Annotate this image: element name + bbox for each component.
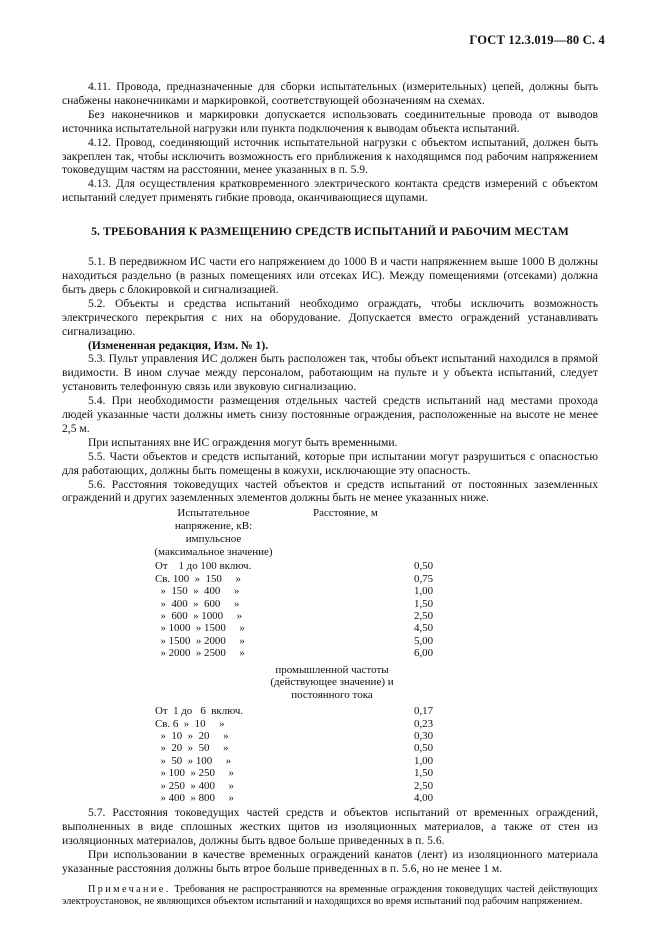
table-row bbox=[62, 560, 598, 572]
table-row bbox=[62, 705, 598, 717]
table-row bbox=[62, 730, 598, 742]
voltage-range: » 400 » 800 » bbox=[155, 792, 234, 805]
table-row bbox=[62, 755, 598, 767]
distance-value: 0,75 bbox=[414, 572, 434, 585]
note-label: Примечание. bbox=[88, 883, 171, 895]
distance-value: 5,00 bbox=[414, 634, 434, 647]
voltage-range: » 100 » 250 » bbox=[155, 767, 234, 780]
voltage-range: » 1500 » 2000 » bbox=[155, 634, 245, 647]
voltage-range: Св. 100 » 150 » bbox=[155, 572, 241, 585]
distance-value: 1,00 bbox=[414, 585, 434, 598]
distance-value: 0,17 bbox=[414, 705, 434, 718]
distance-value: 2,50 bbox=[414, 779, 434, 792]
table-row bbox=[62, 598, 598, 610]
paragraph: При использовании в качестве временных ограждений канатов (лент) из изоляционного материала указанные расстояния должны быть втрое больше приведенных в п. 5.6, но не менее 1 м. bbox=[62, 848, 598, 876]
page-header: ГОСТ 12.3.019—80 С. 4 bbox=[469, 33, 605, 47]
voltage-range: » 10 » 20 » bbox=[155, 730, 229, 743]
paragraph: 5.5. Части объектов и средств испытаний, которые при испытании могут разрушиться с опасностью для работающих, должны быть помещены в кожухи, исключающие эту опасность. bbox=[62, 449, 598, 477]
distance-value: 2,50 bbox=[414, 609, 434, 622]
distance-value: 6,00 bbox=[414, 647, 434, 660]
note bbox=[62, 884, 598, 908]
voltage-range: » 150 » 400 » bbox=[155, 585, 240, 598]
distance-value: 1,50 bbox=[414, 597, 434, 610]
voltage-range: » 600 » 1000 » bbox=[155, 609, 243, 622]
voltage-range: Св. 6 » 10 » bbox=[155, 717, 225, 730]
distance-value: 0,23 bbox=[414, 717, 434, 730]
document-body bbox=[62, 80, 598, 908]
header-distance: Расстояние, м bbox=[313, 507, 378, 520]
frequency-rows bbox=[62, 705, 598, 804]
section-title: 5. ТРЕБОВАНИЯ К РАЗМЕЩЕНИЮ СРЕДСТВ ИСПЫТАНИЙ И РАБОЧИМ МЕСТАМ bbox=[91, 225, 569, 239]
table-row bbox=[62, 585, 598, 597]
table-row bbox=[62, 635, 598, 647]
paragraph: 4.12. Провод, соединяющий источник испытательной нагрузки с объектом испытаний, должен быть закреплен так, чтобы исключить возможность его приближения к находящимся под рабочим напряжением токоведущим частям на расстоянии, менее указанных в п. 5.9. bbox=[62, 135, 598, 177]
voltage-range: » 20 » 50 » bbox=[155, 742, 229, 755]
header-voltage: Испытательное напряжение, кВ: импульсное (максимальное значение) bbox=[154, 507, 273, 559]
distance-value: 0,30 bbox=[414, 730, 434, 743]
voltage-range: » 250 » 400 » bbox=[155, 779, 234, 792]
distance-value: 0,50 bbox=[414, 742, 434, 755]
table-header bbox=[62, 507, 598, 559]
impulse-rows bbox=[62, 560, 598, 659]
table-row bbox=[62, 647, 598, 659]
distance-value: 4,00 bbox=[414, 792, 434, 805]
distance-table bbox=[62, 507, 598, 804]
voltage-range: От 1 до 100 включ. bbox=[155, 560, 252, 573]
paragraph: 5.7. Расстояния токоведущих частей средств и объектов испытаний от временных ограждений, выполненных в виде сплошных жестких щитов из изоляционных материалов, а также от стен из изоляционных материалов, должны быть вдвое больше приведенных в п. 5.6. bbox=[62, 806, 598, 848]
paragraph: 5.1. В передвижном ИС части его напряжением до 1000 В и части напряжением выше 1000 В должны находиться раздельно (в разных помещениях или отсеках ИС). Между помещениями (отсеками) должна быть дверь с блокировкой и сигнализацией. bbox=[62, 255, 598, 296]
paragraph: 5.6. Расстояния токоведущих частей объектов и средств испытаний от постоянных заземленных ограждений и других заземленных элементов должны быть не менее указанных ниже. bbox=[62, 477, 598, 505]
paragraph: 4.11. Провода, предназначенные для сборки испытательных (измерительных) цепей, должны быть снабжены наконечниками и маркировкой, соответствующей обозначениям на схемах. bbox=[62, 80, 598, 107]
voltage-range: От 1 до 6 включ. bbox=[155, 705, 244, 718]
voltage-range: » 1000 » 1500 » bbox=[155, 622, 245, 635]
distance-value: 1,50 bbox=[414, 767, 434, 780]
paragraph: 5.3. Пульт управления ИС должен быть расположен так, чтобы объект испытаний находился в прямой видимости. В ином случае между персоналом, работающим на пульте и у объекта испытаний, следует установить телефонную связь или звуковую сигнализацию. bbox=[62, 352, 598, 394]
table-row bbox=[62, 610, 598, 622]
table-subhead: промышленной частоты (действующее значение) и постоянного тока bbox=[270, 663, 394, 701]
table-row bbox=[62, 718, 598, 730]
paragraph: 4.13. Для осуществления кратковременного электрического контакта средств измерений с объектом испытаний следует применять гибкие провода, оканчивающиеся щупами. bbox=[62, 177, 598, 205]
distance-value: 0,50 bbox=[414, 560, 434, 573]
distance-value: 4,50 bbox=[414, 622, 434, 635]
voltage-range: » 400 » 600 » bbox=[155, 597, 240, 610]
voltage-range: » 2000 » 2500 » bbox=[155, 647, 245, 660]
paragraph: Без наконечников и маркировки допускается использовать соединительные провода от выводов источника испытательной нагрузки или пункта подключения к выводам объекта испытаний. bbox=[62, 107, 598, 135]
table-row bbox=[62, 573, 598, 585]
paragraph: 5.2. Объекты и средства испытаний необходимо ограждать, чтобы исключить возможность электрического перекрытия с них на оборудование. Допускается вместо ограждений устанавливать сигнализацию. bbox=[62, 296, 598, 338]
amendment-note: (Измененная редакция, Изм. № 1). bbox=[88, 338, 269, 352]
distance-value: 1,00 bbox=[414, 754, 434, 767]
table-row bbox=[62, 792, 598, 804]
paragraph: 5.4. При необходимости размещения отдельных частей средств испытаний над местами прохода людей указанные части должны иметь снизу постоянные ограждения, расположенные на высоте не менее 2,5 м. bbox=[62, 394, 598, 435]
note-text: Требования не распространяются на временные ограждения токоведущих частей действующих электроустановок, не являющихся объектом испытаний и находящихся во время испытаний под рабочим напряжением. bbox=[62, 883, 598, 908]
voltage-range: » 50 » 100 » bbox=[155, 754, 232, 767]
table-row bbox=[62, 742, 598, 754]
table-row bbox=[62, 767, 598, 779]
paragraph: При испытаниях вне ИС ограждения могут быть временными. bbox=[88, 435, 398, 449]
table-row bbox=[62, 622, 598, 634]
table-row bbox=[62, 780, 598, 792]
